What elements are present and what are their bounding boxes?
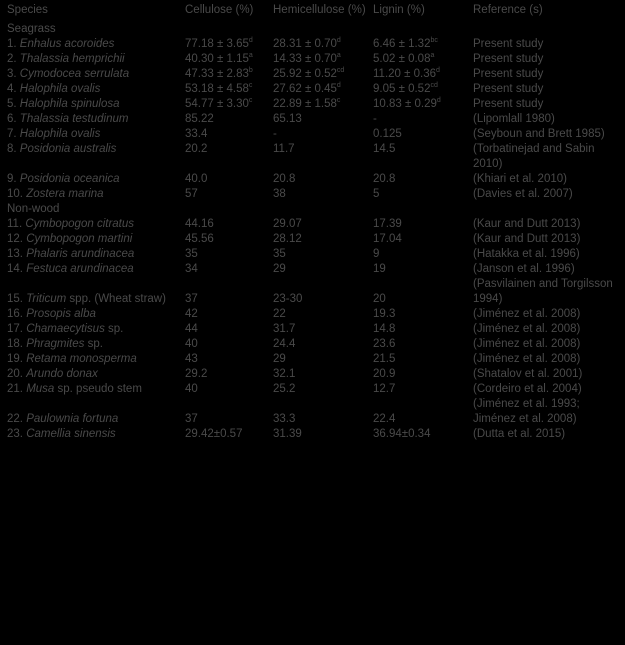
lignin-value-text: 9 <box>373 248 380 260</box>
cellulose-value-text: 42 <box>185 308 198 320</box>
row-number: 23. <box>7 428 23 440</box>
row-number: 20. <box>7 368 23 380</box>
lignin-value-text: 12.7 <box>373 383 396 395</box>
row-number: 18. <box>7 338 23 350</box>
cellulose-value <box>185 112 273 127</box>
cellulose-value-text: 77.18 ± 3.65 <box>185 38 249 50</box>
significance-letter: d <box>436 97 441 105</box>
species-cell <box>7 172 185 187</box>
lignin-value <box>373 187 473 202</box>
species-suffix: sp. pseudo stem <box>54 383 142 395</box>
reference-cell: (Jiménez et al. 1993; Jiménez et al. 2008) <box>473 398 580 425</box>
hemicellulose-value <box>273 97 373 112</box>
lignin-value <box>373 382 473 397</box>
cellulose-value <box>185 247 273 262</box>
reference-cell: (Hatakka et al. 1996) <box>473 248 580 260</box>
reference-cell: (Cordeiro et al. 2004) <box>473 383 582 395</box>
row-number: 22. <box>7 413 23 425</box>
cellulose-value-text: 35 <box>185 248 198 260</box>
hemicellulose-value <box>273 247 373 262</box>
species-name: Thalassia testudinum <box>19 113 129 125</box>
cellulose-value <box>185 172 273 187</box>
cellulose-value <box>185 427 273 442</box>
table-body <box>7 22 619 442</box>
species-cell <box>7 82 185 97</box>
lignin-value <box>373 37 473 52</box>
species-name: Musa <box>26 383 55 395</box>
hemicellulose-value <box>273 217 373 232</box>
species-name: Halophila ovalis <box>19 128 101 140</box>
hemicellulose-value-text: 25.92 ± 0.52 <box>273 68 337 80</box>
species-cell <box>7 37 185 52</box>
row-number: 10. <box>7 188 23 200</box>
lignin-value <box>373 397 473 427</box>
cellulose-value-text: 45.56 <box>185 233 214 245</box>
reference-cell: (Dutta et al. 2015) <box>473 428 566 440</box>
hemicellulose-value <box>273 52 373 67</box>
significance-letter: d <box>436 67 440 75</box>
hemicellulose-value-text: 28.12 <box>273 233 302 245</box>
species-cell <box>7 262 185 277</box>
hemicellulose-value <box>273 82 373 97</box>
row-number: 4. <box>7 83 17 95</box>
hemicellulose-value <box>273 397 373 427</box>
species-name: Posidonia oceanica <box>19 173 120 185</box>
reference-cell: (Kaur and Dutt 2013) <box>473 218 581 230</box>
table-row <box>7 337 619 352</box>
species-name: Triticum <box>26 293 67 305</box>
hemicellulose-value-text: 31.7 <box>273 323 296 335</box>
hemicellulose-value-text: 24.4 <box>273 338 296 350</box>
species-cell <box>7 127 185 142</box>
header-cellulose: Cellulose (%) <box>185 4 254 16</box>
lignin-value <box>373 127 473 142</box>
species-cell <box>7 322 185 337</box>
hemicellulose-value-text: 20.8 <box>273 173 296 185</box>
cellulose-value-text: 85.22 <box>185 113 214 125</box>
table-header-row <box>7 3 619 22</box>
hemicellulose-value <box>273 142 373 172</box>
group-header-row <box>7 22 619 37</box>
significance-letter: a <box>336 52 341 60</box>
species-suffix: spp. (Wheat straw) <box>66 293 166 305</box>
species-cell <box>7 187 185 202</box>
table-row <box>7 37 619 52</box>
lignin-value-text: - <box>373 113 377 125</box>
hemicellulose-value-text: 27.62 ± 0.45 <box>273 83 337 95</box>
species-cell <box>7 397 185 427</box>
hemicellulose-value-text: 22 <box>273 308 286 320</box>
reference-cell: Present study <box>473 68 544 80</box>
cellulose-value <box>185 397 273 427</box>
table-row <box>7 307 619 322</box>
reference-cell: (Jiménez et al. 2008) <box>473 308 581 320</box>
table-row <box>7 112 619 127</box>
hemicellulose-value <box>273 322 373 337</box>
cellulose-value <box>185 97 273 112</box>
lignin-value-text: 6.46 ± 1.32 <box>373 38 431 50</box>
lignin-value <box>373 307 473 322</box>
reference-cell: Present study <box>473 53 544 65</box>
row-number: 5. <box>7 98 17 110</box>
cellulose-value-text: 44.16 <box>185 218 214 230</box>
cellulose-value-text: 57 <box>185 188 198 200</box>
row-number: 8. <box>7 143 17 155</box>
cellulose-value-text: 40 <box>185 383 198 395</box>
row-number: 9. <box>7 173 17 185</box>
cellulose-value-text: 20.2 <box>185 143 208 155</box>
hemicellulose-value <box>273 37 373 52</box>
hemicellulose-value <box>273 277 373 307</box>
table-row <box>7 67 619 82</box>
cellulose-value-text: 54.77 ± 3.30 <box>185 98 249 110</box>
cellulose-value <box>185 37 273 52</box>
lignin-value <box>373 52 473 67</box>
hemicellulose-value <box>273 187 373 202</box>
cellulose-value <box>185 352 273 367</box>
species-name: Thalassia hemprichii <box>19 53 125 65</box>
lignin-value <box>373 82 473 97</box>
reference-cell: (Shatalov et al. 2001) <box>473 368 583 380</box>
lignin-value-text: 5.02 ± 0.08 <box>373 53 431 65</box>
significance-letter: d <box>336 37 341 45</box>
lignin-value-text: 20 <box>373 293 386 305</box>
hemicellulose-value <box>273 307 373 322</box>
row-number: 1. <box>7 38 17 50</box>
table-row <box>7 127 619 142</box>
cellulose-value-text: 29.42±0.57 <box>185 428 243 440</box>
species-cell <box>7 277 185 307</box>
lignin-value-text: 22.4 <box>373 413 396 425</box>
lignin-value-text: 23.6 <box>373 338 396 350</box>
hemicellulose-value-text: - <box>273 128 277 140</box>
hemicellulose-value-text: 22.89 ± 1.58 <box>273 98 337 110</box>
table-row <box>7 352 619 367</box>
lignin-value <box>373 67 473 82</box>
lignin-value <box>373 232 473 247</box>
reference-cell: (Jiménez et al. 2008) <box>473 353 581 365</box>
lignin-value-text: 20.9 <box>373 368 396 380</box>
significance-letter: d <box>336 82 341 90</box>
species-cell <box>7 142 185 172</box>
lignin-value-text: 19.3 <box>373 308 396 320</box>
table-row <box>7 322 619 337</box>
species-cell <box>7 307 185 322</box>
species-cell <box>7 112 185 127</box>
hemicellulose-value <box>273 337 373 352</box>
species-name: Enhalus acoroides <box>19 38 115 50</box>
lignin-value-text: 19 <box>373 263 386 275</box>
hemicellulose-value <box>273 427 373 442</box>
lignin-value <box>373 217 473 232</box>
hemicellulose-value-text: 29 <box>273 263 286 275</box>
hemicellulose-value <box>273 112 373 127</box>
cellulose-value <box>185 142 273 172</box>
group-label: Seagrass <box>7 23 56 35</box>
table-row <box>7 172 619 187</box>
lignin-value <box>373 427 473 442</box>
group-label: Non-wood <box>7 203 60 215</box>
cellulose-value <box>185 307 273 322</box>
species-cell <box>7 67 185 82</box>
cellulose-value <box>185 337 273 352</box>
lignin-value <box>373 337 473 352</box>
lignin-value-text: 14.8 <box>373 323 396 335</box>
cellulose-value-text: 37 <box>185 413 198 425</box>
hemicellulose-value <box>273 367 373 382</box>
lignin-value <box>373 367 473 382</box>
significance-letter: c <box>248 82 253 90</box>
cellulose-value <box>185 52 273 67</box>
cellulose-value-text: 53.18 ± 4.58 <box>185 83 249 95</box>
reference-cell: Present study <box>473 83 544 95</box>
table-row <box>7 382 619 397</box>
lignin-value <box>373 97 473 112</box>
table-row <box>7 277 619 307</box>
table-row <box>7 427 619 442</box>
cellulose-value <box>185 262 273 277</box>
species-name: Cymbopogon citratus <box>25 218 135 230</box>
lignin-value <box>373 322 473 337</box>
hemicellulose-value <box>273 382 373 397</box>
table-row <box>7 262 619 277</box>
lignin-value <box>373 112 473 127</box>
hemicellulose-value <box>273 127 373 142</box>
row-number: 12. <box>7 233 23 245</box>
cellulose-value-text: 40.0 <box>185 173 208 185</box>
species-name: Phalaris arundinacea <box>26 248 135 260</box>
significance-letter: cd <box>430 82 438 90</box>
cellulose-value <box>185 277 273 307</box>
row-number: 21. <box>7 383 23 395</box>
cellulose-value <box>185 187 273 202</box>
table-row <box>7 97 619 112</box>
table-row <box>7 397 619 427</box>
species-name: Chamaecytisus <box>26 323 105 335</box>
hemicellulose-value-text: 14.33 ± 0.70 <box>273 53 337 65</box>
significance-letter: cd <box>336 67 345 75</box>
row-number: 11. <box>7 218 23 230</box>
lignin-value-text: 36.94±0.34 <box>373 428 431 440</box>
lignin-value <box>373 262 473 277</box>
hemicellulose-value-text: 29.07 <box>273 218 302 230</box>
reference-cell: (Jiménez et al. 2008) <box>473 338 581 350</box>
hemicellulose-value-text: 28.31 ± 0.70 <box>273 38 337 50</box>
header-lignin: Lignin (%) <box>373 4 425 16</box>
row-number: 15. <box>7 293 23 305</box>
species-cell <box>7 52 185 67</box>
reference-cell: Present study <box>473 38 544 50</box>
hemicellulose-value-text: 29 <box>273 353 286 365</box>
significance-letter: a <box>430 52 435 60</box>
cellulose-value <box>185 232 273 247</box>
table-row <box>7 82 619 97</box>
species-name: Arundo donax <box>26 368 98 380</box>
cellulose-value <box>185 217 273 232</box>
table-row <box>7 247 619 262</box>
species-cell <box>7 367 185 382</box>
lignin-value <box>373 172 473 187</box>
species-name: Halophila spinulosa <box>19 98 120 110</box>
significance-letter: b <box>248 67 253 75</box>
hemicellulose-value <box>273 67 373 82</box>
hemicellulose-value-text: 31.39 <box>273 428 302 440</box>
cellulose-value-text: 47.33 ± 2.83 <box>185 68 249 80</box>
significance-letter: c <box>248 97 253 105</box>
lignin-value-text: 14.5 <box>373 143 396 155</box>
hemicellulose-value-text: 32.1 <box>273 368 296 380</box>
cellulose-value-text: 34 <box>185 263 198 275</box>
lignin-value <box>373 247 473 262</box>
species-cell <box>7 427 185 442</box>
header-hemicellulose: Hemicellulose (%) <box>273 4 366 16</box>
species-name: Camellia sinensis <box>26 428 116 440</box>
cellulose-value <box>185 367 273 382</box>
species-name: Paulownia fortuna <box>26 413 119 425</box>
species-name: Retama monosperma <box>26 353 137 365</box>
species-cell <box>7 232 185 247</box>
species-suffix: sp. <box>104 323 124 335</box>
table-row <box>7 52 619 67</box>
reference-cell: (Seyboun and Brett 1985) <box>473 128 605 140</box>
reference-cell: (Torbatinejad and Sabin 2010) <box>473 143 595 170</box>
species-cell <box>7 247 185 262</box>
species-cell <box>7 382 185 397</box>
row-number: 3. <box>7 68 17 80</box>
cellulose-value-text: 37 <box>185 293 198 305</box>
cellulose-value <box>185 322 273 337</box>
lignin-value-text: 21.5 <box>373 353 396 365</box>
hemicellulose-value-text: 38 <box>273 188 286 200</box>
lignin-value-text: 5 <box>373 188 380 200</box>
reference-cell: (Davies et al. 2007) <box>473 188 573 200</box>
reference-cell: (Jiménez et al. 2008) <box>473 323 581 335</box>
hemicellulose-value <box>273 172 373 187</box>
row-number: 6. <box>7 113 17 125</box>
table-row <box>7 217 619 232</box>
significance-letter: bc <box>430 37 438 45</box>
table-row <box>7 232 619 247</box>
cellulose-value <box>185 382 273 397</box>
reference-cell: (Lipomlall 1980) <box>473 113 555 125</box>
row-number: 17. <box>7 323 23 335</box>
cellulose-value-text: 29.2 <box>185 368 208 380</box>
lignin-value <box>373 352 473 367</box>
species-cell <box>7 352 185 367</box>
lignin-value-text: 0.125 <box>373 128 402 140</box>
hemicellulose-value <box>273 232 373 247</box>
hemicellulose-value-text: 65.13 <box>273 113 302 125</box>
cellulose-value-text: 44 <box>185 323 198 335</box>
species-name: Halophila ovalis <box>19 83 101 95</box>
lignin-value-text: 10.83 ± 0.29 <box>373 98 437 110</box>
lignin-value-text: 20.8 <box>373 173 396 185</box>
table-row <box>7 187 619 202</box>
species-name: Cymodocea serrulata <box>19 68 130 80</box>
table-row <box>7 367 619 382</box>
header-species: Species <box>7 4 48 16</box>
hemicellulose-value <box>273 262 373 277</box>
species-name: Posidonia australis <box>19 143 117 155</box>
reference-cell: (Kaur and Dutt 2013) <box>473 233 581 245</box>
lignin-value-text: 17.39 <box>373 218 402 230</box>
species-name: Cymbopogon martini <box>26 233 133 245</box>
lignin-value <box>373 277 473 307</box>
lignin-value-text: 9.05 ± 0.52 <box>373 83 431 95</box>
reference-cell: (Khiari et al. 2010) <box>473 173 567 185</box>
row-number: 14. <box>7 263 23 275</box>
species-name: Phragmites <box>26 338 85 350</box>
lignin-value-text: 17.04 <box>373 233 402 245</box>
species-cell <box>7 337 185 352</box>
hemicellulose-value-text: 35 <box>273 248 286 260</box>
significance-letter: a <box>248 52 253 60</box>
cellulose-value <box>185 82 273 97</box>
group-header-row <box>7 202 619 217</box>
table-row <box>7 142 619 172</box>
header-reference: Reference (s) <box>473 4 543 16</box>
species-name: Prosopis alba <box>26 308 96 320</box>
species-cell <box>7 97 185 112</box>
row-number: 7. <box>7 128 17 140</box>
reference-cell: Present study <box>473 98 544 110</box>
species-cell <box>7 217 185 232</box>
reference-cell: (Janson et al. 1996) <box>473 263 575 275</box>
composition-table <box>7 3 619 442</box>
cellulose-value-text: 40 <box>185 338 198 350</box>
species-suffix: sp. <box>84 338 103 350</box>
cellulose-value <box>185 67 273 82</box>
cellulose-value-text: 40.30 ± 1.15 <box>185 53 249 65</box>
reference-cell: (Pasvilainen and Torgilsson 1994) <box>473 278 613 305</box>
hemicellulose-value-text: 11.7 <box>273 143 295 155</box>
row-number: 13. <box>7 248 23 260</box>
species-name: Festuca arundinacea <box>26 263 134 275</box>
hemicellulose-value-text: 25.2 <box>273 383 296 395</box>
row-number: 16. <box>7 308 23 320</box>
row-number: 19. <box>7 353 23 365</box>
hemicellulose-value <box>273 352 373 367</box>
lignin-value-text: 11.20 ± 0.36 <box>373 68 437 80</box>
species-name: Zostera marina <box>26 188 104 200</box>
significance-letter: c <box>336 97 341 105</box>
hemicellulose-value-text: 23-30 <box>273 293 303 305</box>
hemicellulose-value-text: 33.3 <box>273 413 296 425</box>
cellulose-value-text: 43 <box>185 353 198 365</box>
row-number: 2. <box>7 53 17 65</box>
lignin-value <box>373 142 473 172</box>
significance-letter: d <box>248 37 253 45</box>
cellulose-value <box>185 127 273 142</box>
cellulose-value-text: 33.4 <box>185 128 208 140</box>
